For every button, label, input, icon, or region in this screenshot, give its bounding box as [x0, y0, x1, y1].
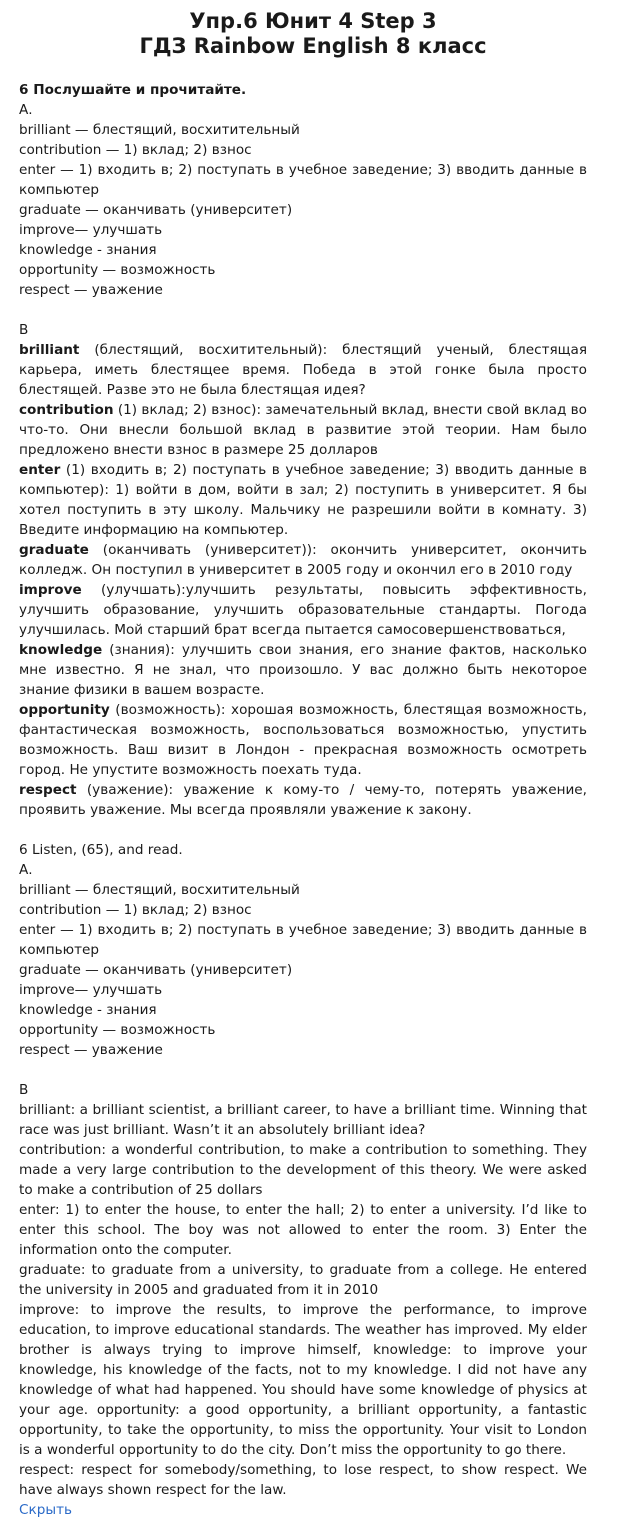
page-title	[0, 0, 626, 59]
en-a-line: enter — 1) входить в; 2) поступать в учебное заведение; 3) вводить данные в компьютер	[19, 922, 587, 958]
ru-b-entry: graduate (оканчивать (университет)): окончить университет, окончить колледж. Он поступил в университет в 2005 году и окончил его в 2010 году	[19, 542, 587, 578]
hide-link[interactable]	[19, 1500, 587, 1520]
ru-b-entry: knowledge (знания): улучшить свои знания, его знание фактов, насколько мне известно. Я не знал, что произошло. У вас должно быть некоторое знание физики в вашем возрасте.	[19, 642, 587, 698]
en-a-line: respect — уважение	[19, 1042, 163, 1058]
ru-b-entry: brilliant (блестящий, восхитительный): блестящий ученый, блестящая карьера, иметь блестящее время. Победа в этой гонке была просто блестящей. Разве это не была блестящая идея?	[19, 342, 587, 398]
en-a-line: brilliant — блестящий, восхитительный	[19, 882, 300, 898]
ru-b-entry: improve (улучшать):улучшить результаты, повысить эффективность, улучшить образование, улучшить образовательные стандарты. Погода улучшилась. Мой старший брат всегда пытается самосовершенствоваться,	[19, 582, 587, 638]
en-a-line: graduate — оканчивать (университет)	[19, 962, 293, 978]
title-line-1: Упр.6 Юнит 4 Step 3	[189, 9, 437, 33]
ru-a-line: contribution — 1) вклад; 2) взнос	[19, 142, 252, 158]
ru-a-line: improve— улучшать	[19, 222, 163, 238]
en-part-a-label: А.	[19, 862, 33, 878]
en-part-b-label: В	[19, 1082, 29, 1098]
hide-link-text[interactable]: Скрыть	[19, 1502, 72, 1518]
spacer	[19, 300, 587, 320]
ru-b-entry: respect (уважение): уважение к кому-то / чему-то, потерять уважение, проявить уважение. Мы всегда проявляли уважение к закону.	[19, 782, 587, 818]
ru-b-entry: enter (1) входить в; 2) поступать в учебное заведение; 3) вводить данные в компьютер): 1) войти в дом, войти в зал; 2) поступить в университет. Я бы хотел поступить в эту школу. Мальчику не разрешили войти в комнату. 3) Введите информацию на компьютер.	[19, 462, 587, 538]
ru-a-line: enter — 1) входить в; 2) поступать в учебное заведение; 3) вводить данные в компьютер	[19, 162, 587, 198]
ru-a-line: graduate — оканчивать (университет)	[19, 202, 293, 218]
ru-a-line: opportunity — возможность	[19, 262, 216, 278]
ru-heading: 6 Послушайте и прочитайте.	[19, 82, 247, 98]
exercise-content	[19, 80, 587, 1520]
ru-b-entry: opportunity (возможность): хорошая возможность, блестящая возможность, фантастическая возможность, воспользоваться возможностью, упустить возможность. Ваш визит в Лондон - прекрасная возможность осмотреть город. Не упустите возможность поехать туда.	[19, 702, 587, 778]
spacer	[19, 820, 587, 840]
ru-part-a-label: А.	[19, 102, 33, 118]
en-a-line: knowledge - знания	[19, 1002, 157, 1018]
en-b-entry: improve: to improve the results, to improve the performance, to improve education, to improve educational standards. The weather has improved. My elder brother is always trying to improve himself, knowledge: to improve your knowledge, his knowledge of the facts, not to my knowledge. I did not have any knowledge of what had happened. You should have some knowledge of physics at your age. opportunity: a good opportunity, a brilliant opportunity, a fantastic opportunity, to take the opportunity, to miss the opportunity. Your visit to London is a wonderful opportunity to do the city. Don’t miss the opportunity to go there.	[19, 1302, 587, 1458]
en-b-entry: graduate: to graduate from a university, to graduate from a college. He entered the university in 2005 and graduated from it in 2010	[19, 1262, 587, 1298]
ru-part-b-label: В	[19, 322, 29, 338]
ru-a-line: knowledge - знания	[19, 242, 157, 258]
ru-a-line: respect — уважение	[19, 282, 163, 298]
en-a-line: contribution — 1) вклад; 2) взнос	[19, 902, 252, 918]
ru-b-entry: contribution (1) вклад; 2) взнос): замечательный вклад, внести свой вклад во что-то. Они внесли большой вклад в развитие этой теории. Нам было предложено внести взнос в размере 25 долларов	[19, 402, 588, 458]
title-line-2: ГДЗ Rainbow English 8 класс	[139, 34, 487, 58]
en-b-entry: contribution: a wonderful contribution, to make a contribution to something. They made a very large contribution to the development of this theory. We were asked to make a contribution of 25 dollars	[19, 1142, 587, 1198]
ru-a-line: brilliant — блестящий, восхитительный	[19, 122, 300, 138]
en-b-entry: brilliant: a brilliant scientist, a brilliant career, to have a brilliant time. Winning that race was just brilliant. Wasn’t it an absolutely brilliant idea?	[19, 1102, 587, 1138]
en-a-line: opportunity — возможность	[19, 1022, 216, 1038]
en-b-entry: respect: respect for somebody/something, to lose respect, to show respect. We have always shown respect for the law.	[19, 1462, 587, 1498]
en-heading: 6 Listen, (65), and read.	[19, 842, 183, 858]
spacer	[19, 1060, 587, 1080]
en-a-line: improve— улучшать	[19, 982, 163, 998]
en-b-entry: enter: 1) to enter the house, to enter the hall; 2) to enter a university. I’d like to enter this school. The boy was not allowed to enter the room. 3) Enter the information onto the computer.	[19, 1202, 587, 1258]
